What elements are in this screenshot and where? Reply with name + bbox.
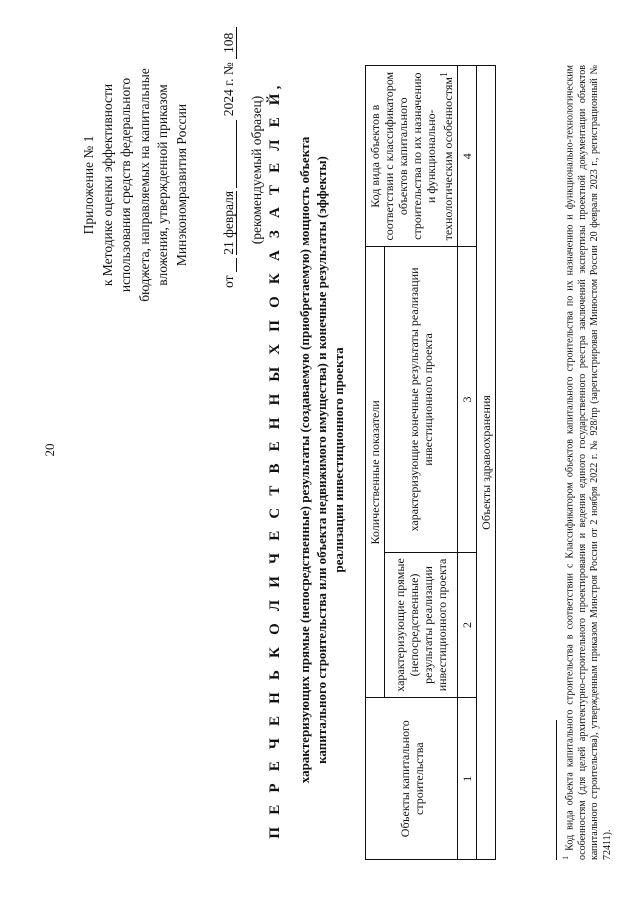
sample-note: (рекомендуемый образец) xyxy=(249,95,264,245)
appendix-line: использования средств федерального xyxy=(118,77,133,293)
footnote-text: Код вида объекта капитального строительства в соответствии с Классификатором объектов капитального строительства по их назначению и функционально-технологическим особенностям (для целей архитектурно-строительного проектирования и ведения единого государственного реестра заключений экспертизы проектной документации объектов капитального строительства), утвержденным приказом Минстроя России от 2 ноября 2022 г. № 928/пр (зарегистрирован Минюстом России 20 февраля 2023 г., регистрационный № 72411). xyxy=(564,64,613,860)
column-number: 3 xyxy=(458,247,477,552)
order-number-label: № xyxy=(221,62,236,76)
footnote-ref: 1 xyxy=(439,72,450,77)
column-number: 4 xyxy=(458,66,477,247)
document-title: П Е Р Е Ч Е Н Ь К О Л И Ч Е С Т В Е Н Н Ы Х П О К А З А Т Е Л Е Й, xyxy=(267,81,283,839)
order-prefix: от xyxy=(221,275,236,288)
header-final-results: характеризующие конечные результаты реализации инвестиционного проекта xyxy=(385,247,458,552)
footnote-divider xyxy=(556,720,557,860)
header-object-code-text: Код вида объектов в соответствии с классификатором объектов капитального строительства по их назначению и функционально-технологическим особенностям xyxy=(368,71,455,241)
section-healthcare: Объекты здравоохранения xyxy=(477,66,496,860)
appendix-line: Минэкономразвития России xyxy=(173,103,189,267)
order-underline xyxy=(222,120,237,188)
table-section-row xyxy=(477,66,496,860)
page-number: 20 xyxy=(42,443,57,457)
subtitle-line: капитального строительства или объекта недвижимого имущества) и конечные результаты (эффекты) xyxy=(314,156,329,764)
order-reference xyxy=(221,32,237,288)
appendix-line: вложения, утвержденной приказом xyxy=(155,84,170,286)
appendix-line: бюджета, направляемых на капитальные xyxy=(136,68,152,302)
appendix-header xyxy=(80,20,191,350)
subtitle-line: реализации инвестиционного проекта xyxy=(331,347,346,573)
appendix-line: к Методике оценки эффективности xyxy=(99,83,115,287)
header-objects: Объекты капитального строительства xyxy=(366,698,458,860)
order-date: 21 февраля xyxy=(221,190,236,255)
indicators-table xyxy=(365,65,496,860)
order-number: 108 xyxy=(222,27,237,59)
appendix-line: Приложение № 1 xyxy=(81,135,96,235)
table-number-row xyxy=(458,66,477,860)
order-underline xyxy=(222,258,237,272)
footnote-mark: 1 xyxy=(561,855,570,860)
table-header-row xyxy=(366,66,385,860)
header-direct-results: характеризующие прямые (непосредственные) результаты реализации инвестиционного проекта xyxy=(385,552,458,698)
header-quantitative-indicators: Количественные показатели xyxy=(366,247,385,698)
column-number: 2 xyxy=(458,552,477,698)
subtitle-line: характеризующих прямые (непосредственные) результаты (создаваемую (приобретаемую) мощность объекта xyxy=(297,136,312,784)
document-subtitle xyxy=(296,40,347,880)
header-object-code xyxy=(366,66,458,247)
footnote xyxy=(560,65,614,860)
column-number: 1 xyxy=(458,698,477,860)
order-year: 2024 г. xyxy=(221,78,236,117)
